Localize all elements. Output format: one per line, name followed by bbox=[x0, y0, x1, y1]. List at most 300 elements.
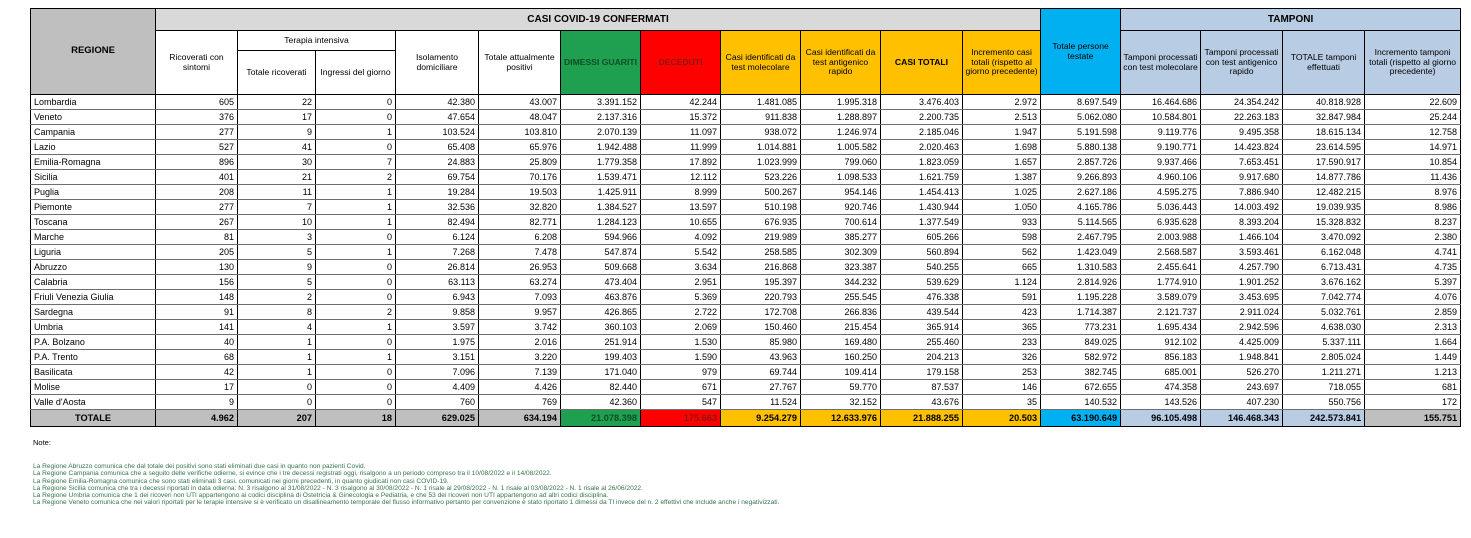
value-cell: 12.482.215 bbox=[1283, 185, 1365, 200]
value-cell: 3.470.092 bbox=[1283, 230, 1365, 245]
value-cell: 242.573.841 bbox=[1283, 410, 1365, 427]
value-cell: 912.102 bbox=[1121, 335, 1201, 350]
table-row bbox=[31, 170, 1461, 185]
value-cell: 70.176 bbox=[479, 170, 561, 185]
value-cell: 2.455.641 bbox=[1121, 260, 1201, 275]
region-cell: Umbria bbox=[31, 320, 156, 335]
value-cell: 6.713.431 bbox=[1283, 260, 1365, 275]
value-cell: 2 bbox=[316, 170, 396, 185]
table-row bbox=[31, 185, 1461, 200]
value-cell: 253 bbox=[963, 365, 1041, 380]
value-cell: 22 bbox=[238, 95, 316, 110]
region-cell: Toscana bbox=[31, 215, 156, 230]
value-cell: 14.971 bbox=[1365, 140, 1461, 155]
value-cell: 5.036.443 bbox=[1121, 200, 1201, 215]
value-cell: 938.072 bbox=[721, 125, 801, 140]
value-cell: 2.972 bbox=[963, 95, 1041, 110]
value-cell: 32.847.984 bbox=[1283, 110, 1365, 125]
col-header-dimessi-guariti: DIMESSI GUARITI bbox=[561, 31, 641, 95]
value-cell: 1.310.583 bbox=[1041, 260, 1121, 275]
value-cell: 523.226 bbox=[721, 170, 801, 185]
value-cell: 8.999 bbox=[641, 185, 721, 200]
value-cell: 4.426 bbox=[479, 380, 561, 395]
col-header-incremento-casi: Incremento casi totali (rispetto al giorno precedente) bbox=[963, 31, 1041, 95]
value-cell: 2.185.046 bbox=[881, 125, 963, 140]
value-cell: 20.503 bbox=[963, 410, 1041, 427]
value-cell: 8 bbox=[238, 305, 316, 320]
value-cell: 1 bbox=[316, 350, 396, 365]
value-cell: 1.823.059 bbox=[881, 155, 963, 170]
notes-title: Note: bbox=[33, 438, 51, 447]
value-cell: 510.198 bbox=[721, 200, 801, 215]
value-cell: 598 bbox=[963, 230, 1041, 245]
value-cell: 26.953 bbox=[479, 260, 561, 275]
value-cell: 671 bbox=[641, 380, 721, 395]
col-header-tamponi-molecolare: Tamponi processati con test molecolare bbox=[1121, 31, 1201, 95]
value-cell: 216.868 bbox=[721, 260, 801, 275]
value-cell: 146 bbox=[963, 380, 1041, 395]
value-cell: 7.093 bbox=[479, 290, 561, 305]
value-cell: 629.025 bbox=[396, 410, 479, 427]
value-cell: 21.888.255 bbox=[881, 410, 963, 427]
value-cell: 3.742 bbox=[479, 320, 561, 335]
value-cell: 0 bbox=[316, 260, 396, 275]
value-cell: 9.495.358 bbox=[1201, 125, 1283, 140]
table-row bbox=[31, 320, 1461, 335]
value-cell: 12.112 bbox=[641, 170, 721, 185]
region-cell: TOTALE bbox=[31, 410, 156, 427]
value-cell: 423 bbox=[963, 305, 1041, 320]
value-cell: 933 bbox=[963, 215, 1041, 230]
value-cell: 25.244 bbox=[1365, 110, 1461, 125]
table-row bbox=[31, 260, 1461, 275]
value-cell: 143.526 bbox=[1121, 395, 1201, 410]
value-cell: 22.263.183 bbox=[1201, 110, 1283, 125]
value-cell: 2.121.737 bbox=[1121, 305, 1201, 320]
value-cell: 172.708 bbox=[721, 305, 801, 320]
value-cell: 7.042.774 bbox=[1283, 290, 1365, 305]
value-cell: 1.023.999 bbox=[721, 155, 801, 170]
value-cell: 3.476.403 bbox=[881, 95, 963, 110]
value-cell: 4.741 bbox=[1365, 245, 1461, 260]
value-cell: 562 bbox=[963, 245, 1041, 260]
value-cell: 1.714.387 bbox=[1041, 305, 1121, 320]
note-line: La Regione Veneto comunica che nei valori riportati per le terapie intensive si è verificato un disallineamento temporale del flusso informativo pertanto per convenzione è stato riportato 1 dimessi da TI invece del n. 2 effettivi che include anche i negativizzati. bbox=[33, 499, 780, 507]
value-cell: 5.191.598 bbox=[1041, 125, 1121, 140]
value-cell: 277 bbox=[156, 200, 238, 215]
value-cell: 19.503 bbox=[479, 185, 561, 200]
value-cell: 605.266 bbox=[881, 230, 963, 245]
value-cell: 175.663 bbox=[641, 410, 721, 427]
value-cell: 1.025 bbox=[963, 185, 1041, 200]
value-cell: 540.255 bbox=[881, 260, 963, 275]
value-cell: 169.480 bbox=[801, 335, 881, 350]
value-cell: 63.190.649 bbox=[1041, 410, 1121, 427]
value-cell: 2.020.463 bbox=[881, 140, 963, 155]
value-cell: 220.793 bbox=[721, 290, 801, 305]
value-cell: 2.911.024 bbox=[1201, 305, 1283, 320]
region-cell: Calabria bbox=[31, 275, 156, 290]
value-cell: 718.055 bbox=[1283, 380, 1365, 395]
value-cell: 594.966 bbox=[561, 230, 641, 245]
col-header-terapia-intensiva: Terapia intensiva bbox=[238, 31, 396, 51]
value-cell: 160.250 bbox=[801, 350, 881, 365]
value-cell: 5.397 bbox=[1365, 275, 1461, 290]
value-cell: 65.976 bbox=[479, 140, 561, 155]
value-cell: 2.016 bbox=[479, 335, 561, 350]
value-cell: 69.744 bbox=[721, 365, 801, 380]
value-cell: 15.372 bbox=[641, 110, 721, 125]
value-cell: 1.901.252 bbox=[1201, 275, 1283, 290]
value-cell: 773.231 bbox=[1041, 320, 1121, 335]
value-cell: 243.697 bbox=[1201, 380, 1283, 395]
value-cell: 19.284 bbox=[396, 185, 479, 200]
value-cell: 3.597 bbox=[396, 320, 479, 335]
value-cell: 1.213 bbox=[1365, 365, 1461, 380]
value-cell: 0 bbox=[316, 335, 396, 350]
table-header bbox=[31, 9, 1461, 95]
value-cell: 509.668 bbox=[561, 260, 641, 275]
value-cell: 1.449 bbox=[1365, 350, 1461, 365]
value-cell: 2.070.139 bbox=[561, 125, 641, 140]
value-cell: 1.124 bbox=[963, 275, 1041, 290]
value-cell: 1.284.123 bbox=[561, 215, 641, 230]
region-cell: Emilia-Romagna bbox=[31, 155, 156, 170]
value-cell: 4.638.030 bbox=[1283, 320, 1365, 335]
value-cell: 17.590.917 bbox=[1283, 155, 1365, 170]
value-cell: 11.436 bbox=[1365, 170, 1461, 185]
value-cell: 4.962 bbox=[156, 410, 238, 427]
value-cell: 5.032.761 bbox=[1283, 305, 1365, 320]
value-cell: 0 bbox=[316, 230, 396, 245]
value-cell: 32.152 bbox=[801, 395, 881, 410]
value-cell: 547.874 bbox=[561, 245, 641, 260]
value-cell: 1 bbox=[316, 320, 396, 335]
region-cell: Puglia bbox=[31, 185, 156, 200]
region-cell: P.A. Bolzano bbox=[31, 335, 156, 350]
value-cell: 4.735 bbox=[1365, 260, 1461, 275]
value-cell: 24.354.242 bbox=[1201, 95, 1283, 110]
value-cell: 2.003.988 bbox=[1121, 230, 1201, 245]
value-cell: 376 bbox=[156, 110, 238, 125]
table-row bbox=[31, 110, 1461, 125]
value-cell: 155.751 bbox=[1365, 410, 1461, 427]
note-line: La Regione Campania comunica che a seguito delle verifiche odierne, si evince che i tre decessi registrati oggi, risalgono a un periodo compreso tra il 10/08/2022 e il 14/08/2022. bbox=[33, 470, 552, 478]
value-cell: 476.338 bbox=[881, 290, 963, 305]
value-cell: 10.584.801 bbox=[1121, 110, 1201, 125]
value-cell: 4.425.009 bbox=[1201, 335, 1283, 350]
value-cell: 8.393.204 bbox=[1201, 215, 1283, 230]
value-cell: 1.288.897 bbox=[801, 110, 881, 125]
value-cell: 2.805.024 bbox=[1283, 350, 1365, 365]
value-cell: 0 bbox=[238, 395, 316, 410]
table-row bbox=[31, 95, 1461, 110]
value-cell: 3.634 bbox=[641, 260, 721, 275]
value-cell: 41 bbox=[238, 140, 316, 155]
value-cell: 2.137.316 bbox=[561, 110, 641, 125]
value-cell: 463.876 bbox=[561, 290, 641, 305]
region-cell: Basilicata bbox=[31, 365, 156, 380]
value-cell: 21.078.398 bbox=[561, 410, 641, 427]
value-cell: 1.774.910 bbox=[1121, 275, 1201, 290]
value-cell: 130 bbox=[156, 260, 238, 275]
value-cell: 8.697.549 bbox=[1041, 95, 1121, 110]
value-cell: 302.309 bbox=[801, 245, 881, 260]
col-header-casi-antigenico: Casi identificati da test antigenico rapido bbox=[801, 31, 881, 95]
value-cell: 3.589.079 bbox=[1121, 290, 1201, 305]
value-cell: 1 bbox=[316, 200, 396, 215]
value-cell: 43.963 bbox=[721, 350, 801, 365]
value-cell: 896 bbox=[156, 155, 238, 170]
value-cell: 5.337.111 bbox=[1283, 335, 1365, 350]
region-cell: Sardegna bbox=[31, 305, 156, 320]
col-header-tamponi-antigenico: Tamponi processati con test antigenico rapido bbox=[1201, 31, 1283, 95]
value-cell: 539.629 bbox=[881, 275, 963, 290]
table-row bbox=[31, 275, 1461, 290]
col-header-deceduti: DECEDUTI bbox=[641, 31, 721, 95]
value-cell: 146.468.343 bbox=[1201, 410, 1283, 427]
value-cell: 1.211.271 bbox=[1283, 365, 1365, 380]
value-cell: 473.404 bbox=[561, 275, 641, 290]
value-cell: 9 bbox=[238, 125, 316, 140]
value-cell: 560.894 bbox=[881, 245, 963, 260]
value-cell: 233 bbox=[963, 335, 1041, 350]
value-cell: 6.935.628 bbox=[1121, 215, 1201, 230]
region-cell: Abruzzo bbox=[31, 260, 156, 275]
value-cell: 48.047 bbox=[479, 110, 561, 125]
value-cell: 4.595.275 bbox=[1121, 185, 1201, 200]
value-cell: 1.948.841 bbox=[1201, 350, 1283, 365]
value-cell: 954.146 bbox=[801, 185, 881, 200]
value-cell: 9 bbox=[156, 395, 238, 410]
value-cell: 205 bbox=[156, 245, 238, 260]
value-cell: 344.232 bbox=[801, 275, 881, 290]
value-cell: 9.119.776 bbox=[1121, 125, 1201, 140]
table-body bbox=[31, 95, 1461, 427]
value-cell: 326 bbox=[963, 350, 1041, 365]
value-cell: 1.423.049 bbox=[1041, 245, 1121, 260]
value-cell: 40.818.928 bbox=[1283, 95, 1365, 110]
table-row bbox=[31, 140, 1461, 155]
value-cell: 7.886.940 bbox=[1201, 185, 1283, 200]
value-cell: 426.865 bbox=[561, 305, 641, 320]
value-cell: 1 bbox=[316, 125, 396, 140]
value-cell: 527 bbox=[156, 140, 238, 155]
value-cell: 1 bbox=[316, 185, 396, 200]
value-cell: 0 bbox=[316, 275, 396, 290]
table-row bbox=[31, 380, 1461, 395]
value-cell: 1.430.944 bbox=[881, 200, 963, 215]
value-cell: 500.267 bbox=[721, 185, 801, 200]
value-cell: 2.942.596 bbox=[1201, 320, 1283, 335]
value-cell: 10.655 bbox=[641, 215, 721, 230]
col-header-casi-molecolare: Casi identificati da test molecolare bbox=[721, 31, 801, 95]
value-cell: 0 bbox=[316, 140, 396, 155]
note-line: La Regione Sicilia comunica che tra i decessi riportati in data odierna: N. 3 risalgono al 31/08/2022 - N. 3 risalgono al 30/08/2022 - N. 1 risale al 29/08/2022 - N. 1 risale al 03/08/2022 - N. 1 risale al 26/06/2022. bbox=[33, 484, 643, 492]
table-row bbox=[31, 215, 1461, 230]
value-cell: 7.268 bbox=[396, 245, 479, 260]
value-cell: 40 bbox=[156, 335, 238, 350]
value-cell: 11.097 bbox=[641, 125, 721, 140]
value-cell: 365.914 bbox=[881, 320, 963, 335]
value-cell: 4.409 bbox=[396, 380, 479, 395]
value-cell: 10 bbox=[238, 215, 316, 230]
value-cell: 2.069 bbox=[641, 320, 721, 335]
value-cell: 11.999 bbox=[641, 140, 721, 155]
value-cell: 1 bbox=[238, 365, 316, 380]
value-cell: 634.194 bbox=[479, 410, 561, 427]
value-cell: 11 bbox=[238, 185, 316, 200]
value-cell: 9.957 bbox=[479, 305, 561, 320]
note-line: La Regione Emilia-Romagna comunica che sono stati eliminati 3 casi, comunicati nei giorni precedenti, in quanto giudicati non casi COVID-19. bbox=[33, 477, 449, 485]
value-cell: 439.544 bbox=[881, 305, 963, 320]
value-cell: 1.050 bbox=[963, 200, 1041, 215]
value-cell: 6.943 bbox=[396, 290, 479, 305]
value-cell: 258.585 bbox=[721, 245, 801, 260]
table-row bbox=[31, 230, 1461, 245]
value-cell: 5.062.080 bbox=[1041, 110, 1121, 125]
value-cell: 148 bbox=[156, 290, 238, 305]
value-cell: 85.980 bbox=[721, 335, 801, 350]
value-cell: 1.387 bbox=[963, 170, 1041, 185]
value-cell: 208 bbox=[156, 185, 238, 200]
value-cell: 1.005.582 bbox=[801, 140, 881, 155]
region-cell: Sicilia bbox=[31, 170, 156, 185]
value-cell: 685.001 bbox=[1121, 365, 1201, 380]
value-cell: 156 bbox=[156, 275, 238, 290]
value-cell: 1.621.759 bbox=[881, 170, 963, 185]
note-line: La Regione Umbria comunica che 1 dei ricoveri non UTI appartengono ai codici disciplina di Ostetricia & Ginecologia e Pediatria, e che 53 dei ricoveri non UTI appartengono ad altri codici disciplina. bbox=[33, 492, 609, 500]
value-cell: 1.246.974 bbox=[801, 125, 881, 140]
value-cell: 82.771 bbox=[479, 215, 561, 230]
col-header-persone-testate: Totale persone testate bbox=[1041, 9, 1121, 95]
value-cell: 140.532 bbox=[1041, 395, 1121, 410]
value-cell: 68 bbox=[156, 350, 238, 365]
table-row bbox=[31, 290, 1461, 305]
value-cell: 582.972 bbox=[1041, 350, 1121, 365]
value-cell: 15.328.832 bbox=[1283, 215, 1365, 230]
notes-list bbox=[33, 463, 1453, 507]
value-cell: 215.454 bbox=[801, 320, 881, 335]
value-cell: 1.195.228 bbox=[1041, 290, 1121, 305]
value-cell: 199.403 bbox=[561, 350, 641, 365]
value-cell: 1.098.533 bbox=[801, 170, 881, 185]
value-cell: 7 bbox=[238, 200, 316, 215]
value-cell: 1.664 bbox=[1365, 335, 1461, 350]
value-cell: 979 bbox=[641, 365, 721, 380]
value-cell: 6.208 bbox=[479, 230, 561, 245]
region-cell: Molise bbox=[31, 380, 156, 395]
value-cell: 12.758 bbox=[1365, 125, 1461, 140]
value-cell: 360.103 bbox=[561, 320, 641, 335]
value-cell: 8.976 bbox=[1365, 185, 1461, 200]
value-cell: 103.524 bbox=[396, 125, 479, 140]
notes-section bbox=[33, 438, 1453, 507]
value-cell: 1.657 bbox=[963, 155, 1041, 170]
note-line: La Regione Abruzzo comunica che dal totale dei positivi sono stati eliminati due casi in quanto non pazienti Covid. bbox=[33, 463, 366, 470]
value-cell: 103.810 bbox=[479, 125, 561, 140]
covid-table bbox=[30, 8, 1461, 427]
value-cell: 1.481.085 bbox=[721, 95, 801, 110]
value-cell: 17 bbox=[238, 110, 316, 125]
value-cell: 9.266.893 bbox=[1041, 170, 1121, 185]
value-cell: 3.676.162 bbox=[1283, 275, 1365, 290]
value-cell: 382.745 bbox=[1041, 365, 1121, 380]
value-cell: 676.935 bbox=[721, 215, 801, 230]
value-cell: 5.369 bbox=[641, 290, 721, 305]
value-cell: 9.937.466 bbox=[1121, 155, 1201, 170]
value-cell: 7.478 bbox=[479, 245, 561, 260]
table-row bbox=[31, 155, 1461, 170]
value-cell: 24.883 bbox=[396, 155, 479, 170]
value-cell: 82.440 bbox=[561, 380, 641, 395]
value-cell: 2.857.726 bbox=[1041, 155, 1121, 170]
region-cell: Lombardia bbox=[31, 95, 156, 110]
value-cell: 4.960.106 bbox=[1121, 170, 1201, 185]
value-cell: 179.158 bbox=[881, 365, 963, 380]
value-cell: 1.425.911 bbox=[561, 185, 641, 200]
value-cell: 856.183 bbox=[1121, 350, 1201, 365]
value-cell: 849.025 bbox=[1041, 335, 1121, 350]
value-cell: 407.230 bbox=[1201, 395, 1283, 410]
value-cell: 0 bbox=[316, 380, 396, 395]
value-cell: 9.254.279 bbox=[721, 410, 801, 427]
value-cell: 30 bbox=[238, 155, 316, 170]
value-cell: 401 bbox=[156, 170, 238, 185]
region-cell: Veneto bbox=[31, 110, 156, 125]
value-cell: 13.597 bbox=[641, 200, 721, 215]
value-cell: 1.384.527 bbox=[561, 200, 641, 215]
value-cell: 0 bbox=[316, 95, 396, 110]
value-cell: 91 bbox=[156, 305, 238, 320]
value-cell: 605 bbox=[156, 95, 238, 110]
value-cell: 4.257.790 bbox=[1201, 260, 1283, 275]
value-cell: 12.633.976 bbox=[801, 410, 881, 427]
value-cell: 526.270 bbox=[1201, 365, 1283, 380]
value-cell: 2 bbox=[316, 305, 396, 320]
value-cell: 255.545 bbox=[801, 290, 881, 305]
value-cell: 1.454.413 bbox=[881, 185, 963, 200]
region-cell: P.A. Trento bbox=[31, 350, 156, 365]
value-cell: 2.200.735 bbox=[881, 110, 963, 125]
table-row bbox=[31, 245, 1461, 260]
col-header-regione: REGIONE bbox=[31, 9, 156, 95]
value-cell: 3.220 bbox=[479, 350, 561, 365]
value-cell: 3.391.152 bbox=[561, 95, 641, 110]
value-cell: 3.593.461 bbox=[1201, 245, 1283, 260]
value-cell: 18.615.134 bbox=[1283, 125, 1365, 140]
value-cell: 219.989 bbox=[721, 230, 801, 245]
table-row bbox=[31, 350, 1461, 365]
value-cell: 172 bbox=[1365, 395, 1461, 410]
value-cell: 1.995.318 bbox=[801, 95, 881, 110]
value-cell: 7 bbox=[316, 155, 396, 170]
value-cell: 0 bbox=[316, 395, 396, 410]
value-cell: 21 bbox=[238, 170, 316, 185]
col-header-attualmente-positivi: Totale attualmente positivi bbox=[479, 31, 561, 95]
value-cell: 474.358 bbox=[1121, 380, 1201, 395]
value-cell: 150.460 bbox=[721, 320, 801, 335]
value-cell: 1 bbox=[238, 350, 316, 365]
value-cell: 87.537 bbox=[881, 380, 963, 395]
value-cell: 8.237 bbox=[1365, 215, 1461, 230]
value-cell: 25.809 bbox=[479, 155, 561, 170]
value-cell: 82.494 bbox=[396, 215, 479, 230]
value-cell: 4 bbox=[238, 320, 316, 335]
value-cell: 6.162.048 bbox=[1283, 245, 1365, 260]
region-cell: Valle d'Aosta bbox=[31, 395, 156, 410]
band-tamponi: TAMPONI bbox=[1121, 9, 1461, 31]
